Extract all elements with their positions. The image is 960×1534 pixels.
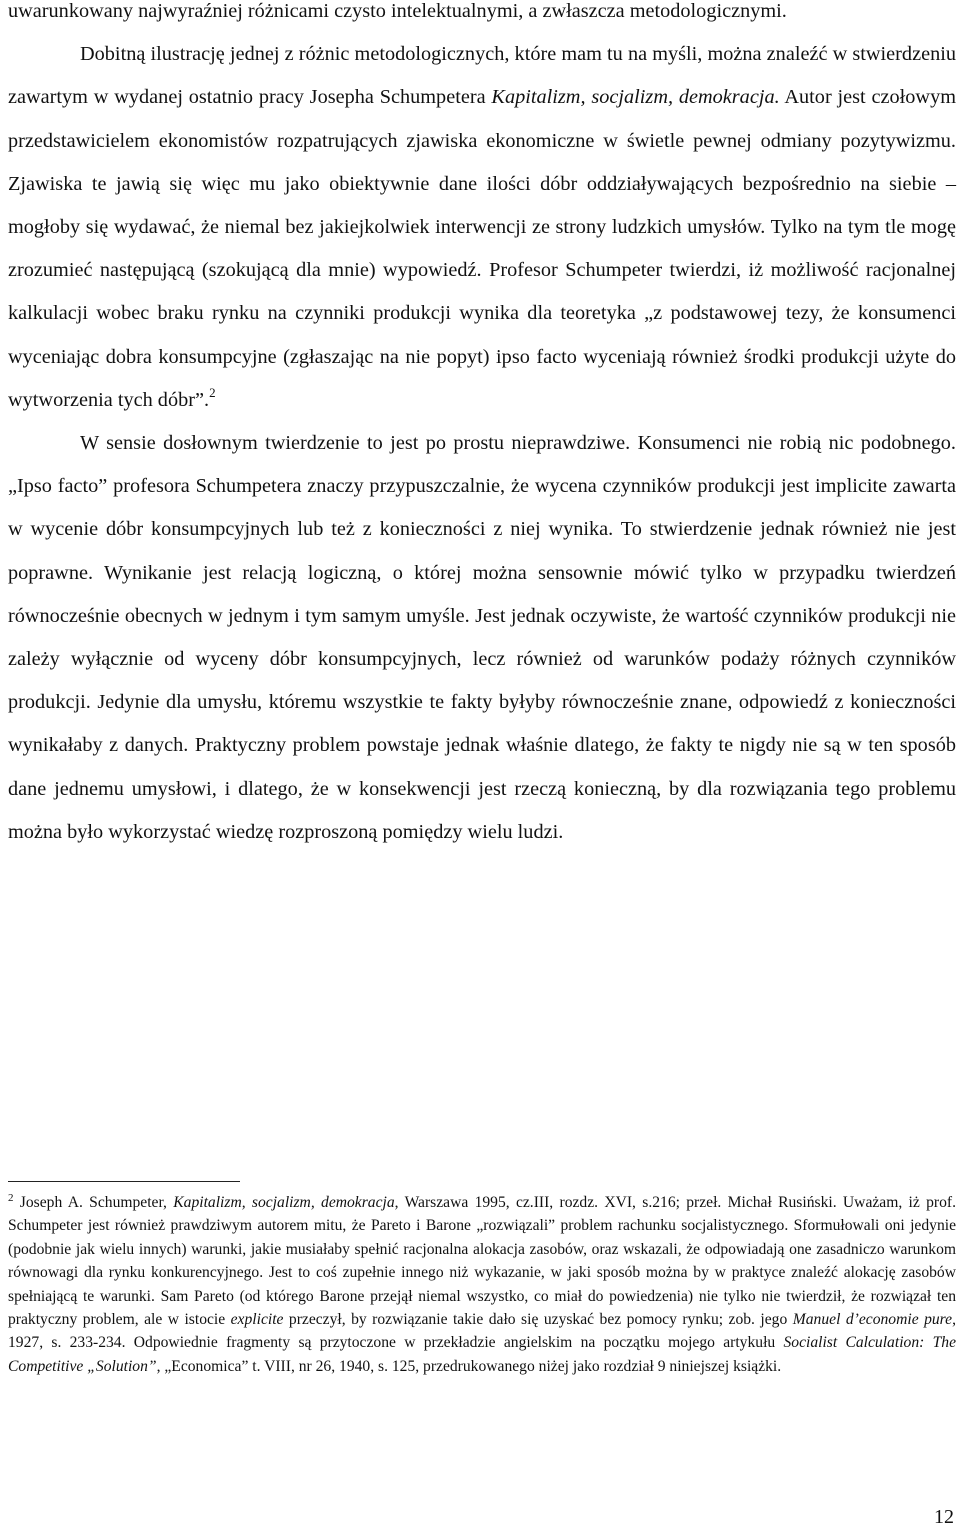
footnote-2 [8, 1191, 956, 1378]
italic-text: explicite [230, 1311, 284, 1329]
footnote-ref-mark: 2 [209, 384, 216, 400]
text-run: , „Economica” t. VIII, nr 26, 1940, s. 125, przedrukowanego niżej jako rozdział 9 niniejszej książki. [156, 1357, 782, 1375]
text-run: Autor jest czołowym przedstawicielem ekonomistów rozpatrujących zjawiska ekonomiczne w świetle pewnej odmiany pozytywizmu. Zjawiska te jawią się więc mu jako obiektywnie dane ilości dóbr oddziaływających bezpośrednio na siebie – mogłoby się wydawać, że niemal bez jakiejkolwiek interwencji ze strony ludzkich umysłów. Tylko na tym tle mogę zrozumieć następującą (szokującą dla mnie) wypowiedź. Profesor Schumpeter twierdzi, iż możliwość racjonalnej kalkulacji wobec braku rynku na czynniki produkcji wynika dla teoretyka „z podstawowej tezy, że konsumenci wyceniając dobra konsumpcyjne (zgłaszając na nie popyt) ipso facto wyceniają również środki produkcji użyte do wytworzenia tych dóbr”. [8, 86, 956, 411]
italic-text: Socialist Calculation: The Competitive „Solution” [8, 1334, 956, 1375]
text-run: , Warszawa 1995, cz.III, rozdz. XVI, s.216; przeł. Michał Rusiński. Uważam, iż prof. Schumpeter jest również prawdziwym autorem mitu, że Pareto i Barone „rozwiązali” problem rachunku socjalistycznego. Sformułowali oni jedynie (podobnie jak wielu innych) warunki, jakie musiałaby spełnić racjonalna alokacja zasobów, oraz wskazali, że odpowiadają one zasadniczo warunkom równowagi dla rynku konkurencyjnego. Jest to coś zupełnie innego niż wykazanie, w jaki sposób można by w praktyce znaleźć alokację zasobów spełniającą te warunki. Sam Pareto (od którego Barone przejął niemal wszystko, co miał do powiedzenia) nie tylko nie twierdził, że rozwiązał ten praktyczny problem, ale w istocie [8, 1194, 956, 1329]
page-number: 12 [934, 1506, 954, 1528]
footnote-separator [8, 1181, 240, 1182]
text-run: Joseph A. Schumpeter, [13, 1194, 174, 1211]
text-run: przeczył, by rozwiązanie takie dało się uzyskać bez pomocy rynku; zob. jego [283, 1311, 793, 1329]
italic-text: Manuel d’economie pure [792, 1311, 953, 1329]
body-paragraph-2 [8, 33, 956, 422]
italic-text: Kapitalizm, socjalizm, demokracja. [491, 86, 780, 109]
text-run: W sensie dosłownym twierdzenie to jest po prostu nieprawdziwe. Konsumenci nie robią nic podobnego. „Ipso facto” profesora Schumpetera znaczy przypuszczalnie, że wycena czynników produkcji jest implicite zawarta w wycenie dóbr konsumpcyjnych lub też z konieczności z niej wynika. To stwierdzenie jednak również nie jest poprawne. Wynikanie jest relacją logiczną, o której można sensownie mówić tylko w przypadku twierdzeń równocześnie obecnych w jednym i tym samym umyśle. Jest jednak oczywiste, że wartość czynników produkcji nie zależy wyłącznie od wyceny dóbr konsumpcyjnych, lecz również od warunków podaży różnych czynników produkcji. Jedynie dla umysłu, któremu wszystkie te fakty byłyby równocześnie znane, odpowiedź z konieczności wynikałaby z danych. Praktyczny problem powstaje jednak właśnie dlatego, że fakty te nigdy nie są w ten sposób dane jednemu umysłowi, i dlatego, że w konsekwencji jest rzeczą konieczną, by dla rozwiązania tego problemu można było wykorzystać wiedzę rozproszoną pomiędzy wielu ludzi. [8, 432, 956, 843]
page-body [8, 0, 956, 854]
footnote-ref-mark: 2 [8, 1192, 14, 1204]
text-run: , 1927, s. 233-234. Odpowiednie fragmenty są przytoczone w przekładzie angielskim na początku mojego artykułu [8, 1311, 956, 1352]
text-run: uwarunkowany najwyraźniej różnicami czysto intelektualnymi, a zwłaszcza metodologicznymi. [8, 0, 787, 22]
text-run: Dobitną ilustrację jednej z różnic metodologicznych, które mam tu na myśli, można znaleźć w stwierdzeniu zawartym w wydanej ostatnio pracy Josepha Schumpetera [8, 43, 956, 109]
italic-text: Kapitalizm, socjalizm, demokracja [173, 1194, 395, 1211]
body-paragraph-3 [8, 422, 956, 854]
body-paragraph-1 [8, 0, 956, 33]
